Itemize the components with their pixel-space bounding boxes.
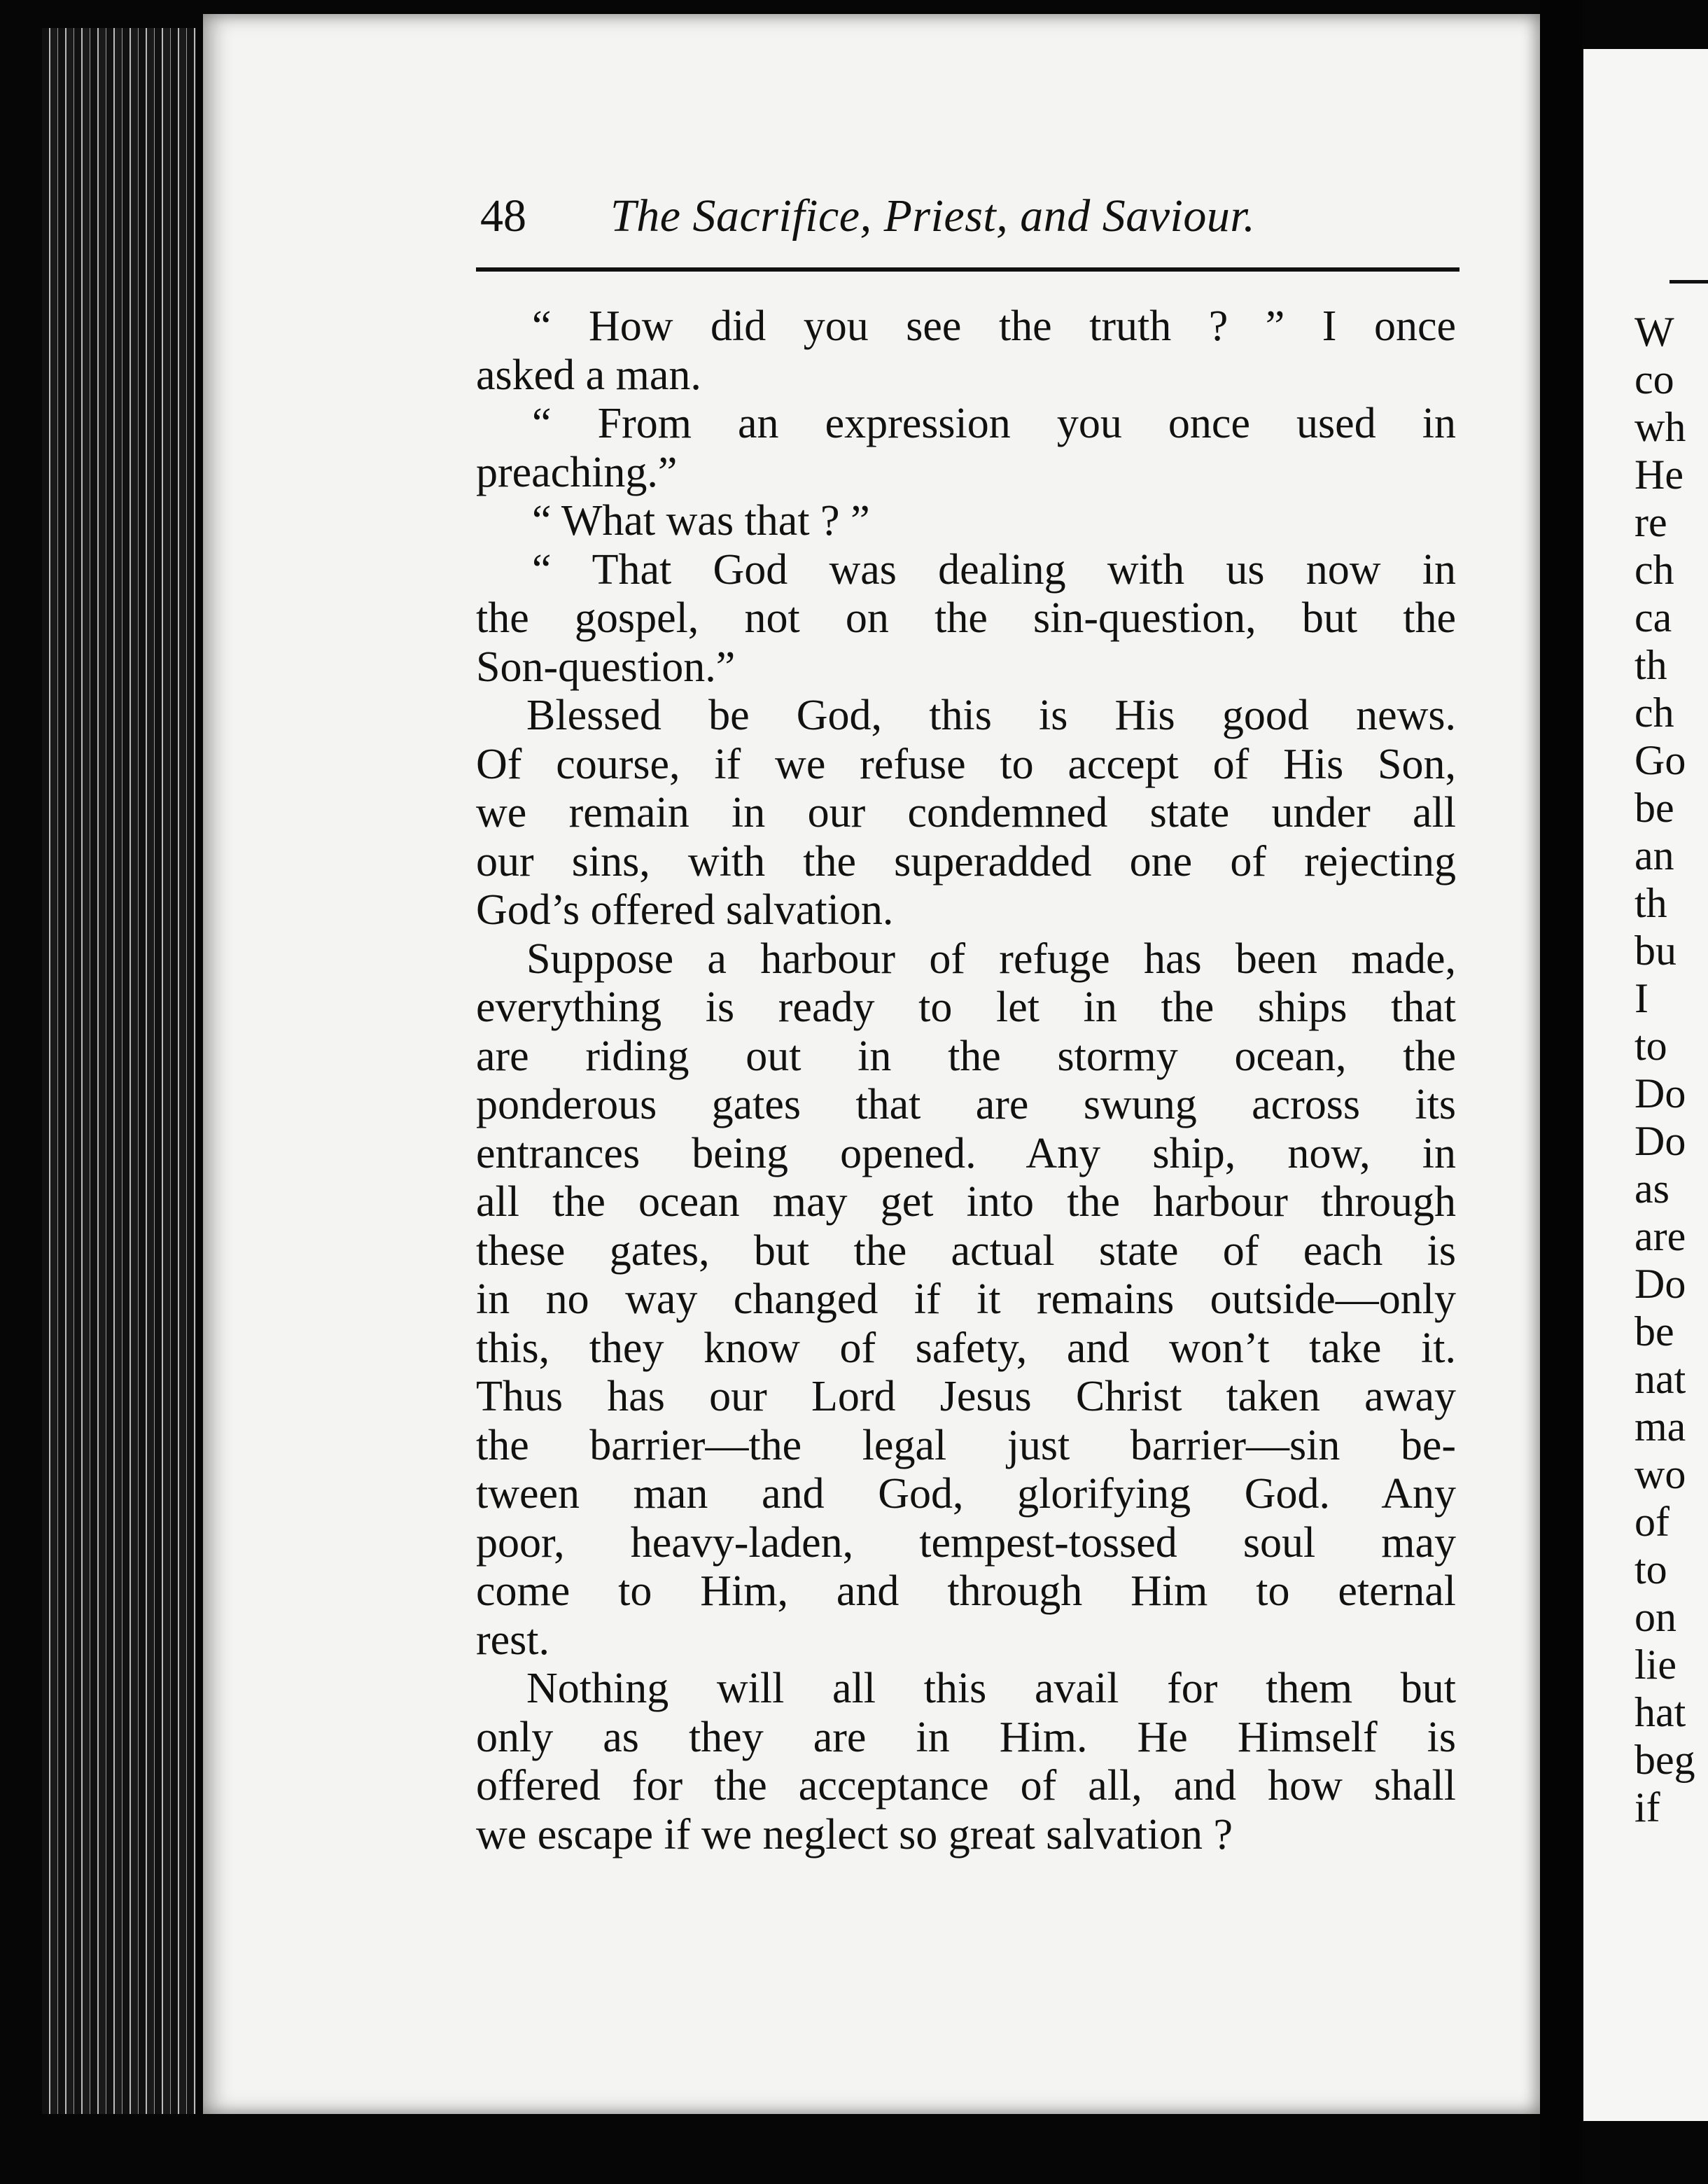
text-line: ponderous gates that are swung across its bbox=[476, 1081, 1456, 1128]
text-line: Blessed be God, this is His good news. bbox=[526, 692, 1456, 739]
page-number: 48 bbox=[480, 190, 526, 241]
facing-page-fragment: ma bbox=[1634, 1404, 1686, 1450]
text-line: Of course, if we refuse to accept of His Son, bbox=[476, 740, 1456, 788]
facing-page-fragment: be bbox=[1634, 785, 1674, 831]
text-line: we remain in our condemned state under all bbox=[476, 789, 1456, 836]
paragraph bbox=[476, 546, 1456, 692]
facing-page-fragment: wo bbox=[1634, 1451, 1686, 1497]
facing-page-fragment: He bbox=[1634, 451, 1684, 498]
text-line: Thus has our Lord Jesus Christ taken away bbox=[476, 1373, 1456, 1420]
text-line: preaching.” bbox=[476, 448, 678, 496]
facing-page-fragment: Do bbox=[1634, 1261, 1686, 1307]
paragraph bbox=[476, 400, 1456, 497]
facing-page-fragment: are bbox=[1634, 1213, 1686, 1259]
text-line: all the ocean may get into the harbour through bbox=[476, 1178, 1456, 1226]
facing-page-rule bbox=[1670, 280, 1708, 284]
paragraph bbox=[476, 935, 1456, 1665]
text-line: in no way changed if it remains outside—only bbox=[476, 1275, 1456, 1323]
text-line: “ What was that ? ” bbox=[532, 497, 870, 545]
facing-page-fragment: of bbox=[1634, 1499, 1670, 1545]
text-line: “ That God was dealing with us now in bbox=[532, 545, 1456, 594]
text-line: our sins, with the superadded one of rejecting bbox=[476, 837, 1456, 886]
facing-page-fragment: on bbox=[1634, 1594, 1676, 1640]
body-text bbox=[476, 302, 1456, 1859]
facing-page-fragment: ch bbox=[1634, 547, 1674, 593]
running-title: The Sacrifice, Priest, and Saviour. bbox=[610, 190, 1256, 241]
facing-page-fragment: I bbox=[1634, 975, 1648, 1021]
facing-page-fragment: as bbox=[1634, 1166, 1670, 1212]
facing-page-fragment: wh bbox=[1634, 404, 1686, 450]
text-line: we escape if we neglect so great salvation ? bbox=[476, 1810, 1233, 1858]
paragraph bbox=[476, 497, 1456, 546]
text-line: come to Him, and through Him to eternal bbox=[476, 1567, 1456, 1615]
paragraph bbox=[476, 692, 1456, 935]
facing-page-fragment: re bbox=[1634, 499, 1667, 545]
text-line: the gospel, not on the sin-question, but the bbox=[476, 594, 1456, 642]
facing-page-fragment: nat bbox=[1634, 1356, 1686, 1402]
facing-page-fragment: co bbox=[1634, 356, 1674, 402]
header-rule bbox=[476, 267, 1460, 272]
facing-page-fragment: be bbox=[1634, 1308, 1674, 1354]
text-line: these gates, but the actual state of each is bbox=[476, 1226, 1456, 1275]
facing-page-text bbox=[1634, 308, 1708, 1831]
text-line: only as they are in Him. He Himself is bbox=[476, 1713, 1456, 1761]
paragraph bbox=[476, 302, 1456, 400]
facing-page-fragment: Do bbox=[1634, 1070, 1686, 1116]
text-line: are riding out in the stormy ocean, the bbox=[476, 1032, 1456, 1080]
text-line: this, they know of safety, and won’t take it. bbox=[476, 1324, 1456, 1372]
facing-page-fragment: to bbox=[1634, 1546, 1667, 1592]
gutter bbox=[1540, 0, 1582, 2184]
text-line: Suppose a harbour of refuge has been made, bbox=[526, 934, 1456, 983]
facing-page-fragment: to bbox=[1634, 1023, 1667, 1069]
text-line: offered for the acceptance of all, and how shall bbox=[476, 1762, 1456, 1809]
facing-page-fragment: th bbox=[1634, 642, 1667, 688]
text-line: God’s offered salvation. bbox=[476, 886, 894, 934]
text-line: Son-question.” bbox=[476, 643, 736, 691]
paragraph bbox=[476, 1665, 1456, 1859]
facing-page-fragment: bu bbox=[1634, 927, 1676, 974]
facing-page-fragment: ch bbox=[1634, 690, 1674, 736]
text-line: poor, heavy-laden, tempest-tossed soul may bbox=[476, 1518, 1456, 1567]
facing-page-fragment: lie bbox=[1634, 1642, 1676, 1688]
text-line: Nothing will all this avail for them but bbox=[526, 1665, 1456, 1712]
facing-page-fragment: ca bbox=[1634, 594, 1672, 640]
facing-page-fragment: Go bbox=[1634, 737, 1686, 783]
facing-page-fragment: an bbox=[1634, 832, 1674, 878]
text-line: the barrier—the legal just barrier—sin be- bbox=[476, 1421, 1456, 1469]
text-line: tween man and God, glorifying God. Any bbox=[476, 1470, 1456, 1518]
facing-page-fragment: if bbox=[1634, 1784, 1660, 1830]
running-head bbox=[480, 185, 1379, 248]
page-edges bbox=[42, 28, 196, 2114]
text-line: rest. bbox=[476, 1616, 550, 1664]
text-line: everything is ready to let in the ships that bbox=[476, 983, 1456, 1031]
facing-page-fragment: hat bbox=[1634, 1689, 1686, 1735]
text-line: “ From an expression you once used in bbox=[532, 400, 1456, 447]
text-line: “ How did you see the truth ? ” I once bbox=[532, 302, 1456, 350]
facing-page-fragment: W bbox=[1634, 309, 1674, 355]
text-line: asked a man. bbox=[476, 351, 701, 399]
facing-page-fragment: Do bbox=[1634, 1118, 1686, 1164]
facing-page-fragment: th bbox=[1634, 880, 1667, 926]
facing-page-fragment: beg bbox=[1634, 1737, 1695, 1783]
text-line: entrances being opened. Any ship, now, in bbox=[476, 1129, 1456, 1177]
